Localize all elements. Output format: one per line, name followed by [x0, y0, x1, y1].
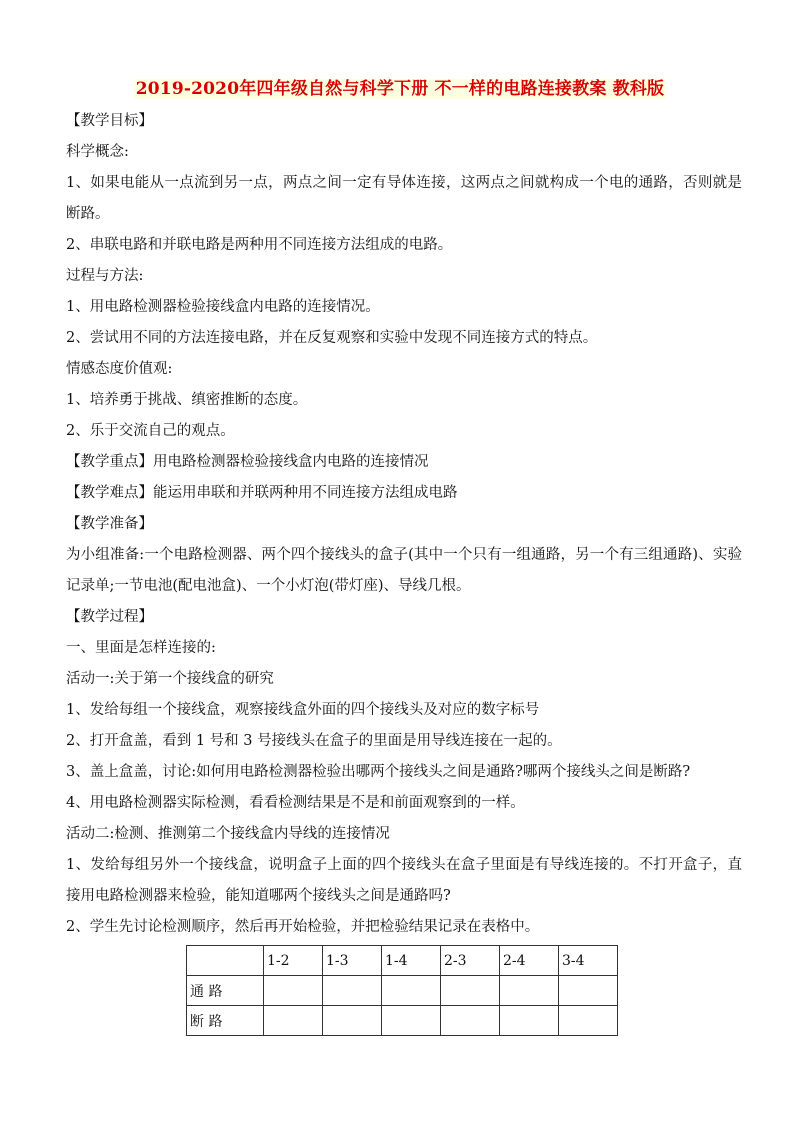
subheading-attitudes-values: 情感态度价值观:: [66, 361, 173, 377]
paragraph: 2、乐于交流自己的观点。: [66, 423, 235, 439]
heading-key-points: 【教学重点】用电路检测器检验接线盒内电路的连接情况: [66, 454, 429, 470]
record-table-wrapper: [186, 945, 742, 1036]
document-body: [66, 106, 742, 1036]
paragraph: 1、发给每组另外一个接线盒，说明盒子上面的四个接线头在盒子里面是有导线连接的。不打开盒子，直接用电路检测器来检验，能知道哪两个接线头之间是通路吗?: [66, 857, 742, 904]
table-cell: [559, 976, 618, 1006]
paragraph: 4、用电路检测器实际检测，看看检测结果是不是和前面观察到的一样。: [66, 795, 525, 811]
document-title: [0, 74, 800, 99]
table-header-cell: 1-2: [264, 946, 323, 976]
table-cell: [264, 1006, 323, 1036]
table-cell: [382, 1006, 441, 1036]
document-title-text: 2019-2020年四年级自然与科学下册 不一样的电路连接教案 教科版: [135, 79, 665, 99]
table-row-label: 断 路: [187, 1006, 264, 1036]
paragraph: 1、用电路检测器检验接线盒内电路的连接情况。: [66, 299, 380, 315]
paragraph: 为小组准备:一个电路检测器、两个四个接线头的盒子(其中一个只有一组通路，另一个有三组通路)、实验记录单;一节电池(配电池盒)、一个小灯泡(带灯座)、导线几根。: [66, 547, 742, 594]
paragraph: 2、打开盒盖，看到 1 号和 3 号接线头在盒子的里面是用导线连接在一起的。: [66, 733, 562, 749]
table-cell: [264, 976, 323, 1006]
heading-preparation: 【教学准备】: [66, 516, 153, 532]
table-row-label: 通 路: [187, 976, 264, 1006]
activity-heading: 活动二:检测、推测第二个接线盒内导线的连接情况: [66, 826, 390, 842]
table-cell: [441, 976, 500, 1006]
table-header-cell: 1-4: [382, 946, 441, 976]
paragraph: 3、盖上盒盖，讨论:如何用电路检测器检验出哪两个接线头之间是通路?哪两个接线头之间是断路?: [66, 764, 691, 780]
table-cell: [500, 976, 559, 1006]
record-table: [186, 945, 618, 1036]
table-cell: [559, 1006, 618, 1036]
table-cell: [441, 1006, 500, 1036]
paragraph: 2、尝试用不同的方法连接电路，并在反复观察和实验中发现不同连接方式的特点。: [66, 330, 598, 346]
paragraph: 1、培养勇于挑战、缜密推断的态度。: [66, 392, 308, 408]
table-header-cell: 1-3: [323, 946, 382, 976]
section-heading: 一、里面是怎样连接的:: [66, 640, 216, 656]
subheading-process-methods: 过程与方法:: [66, 268, 144, 284]
activity-heading: 活动一:关于第一个接线盒的研究: [66, 671, 274, 687]
table-header-cell: 2-3: [441, 946, 500, 976]
table-corner-cell: [187, 946, 264, 976]
paragraph: 2、串联电路和并联电路是两种用不同连接方法组成的电路。: [66, 237, 453, 253]
table-header-cell: 2-4: [500, 946, 559, 976]
table-header-cell: 3-4: [559, 946, 618, 976]
paragraph: 1、如果电能从一点流到另一点，两点之间一定有导体连接，这两点之间就构成一个电的通路，否则就是断路。: [66, 175, 742, 222]
table-cell: [500, 1006, 559, 1036]
subheading-science-concepts: 科学概念:: [66, 144, 129, 160]
heading-objectives: 【教学目标】: [66, 113, 153, 129]
table-cell: [323, 1006, 382, 1036]
paragraph: 1、发给每组一个接线盒，观察接线盒外面的四个接线头及对应的数字标号: [66, 702, 540, 718]
table-cell: [323, 976, 382, 1006]
heading-teaching-process: 【教学过程】: [66, 609, 153, 625]
paragraph: 2、学生先讨论检测顺序，然后再开始检验，并把检验结果记录在表格中。: [66, 919, 540, 935]
table-row: [187, 976, 618, 1006]
table-cell: [382, 976, 441, 1006]
heading-difficulties: 【教学难点】能运用串联和并联两种用不同连接方法组成电路: [66, 485, 458, 501]
table-header-row: [187, 946, 618, 976]
table-row: [187, 1006, 618, 1036]
